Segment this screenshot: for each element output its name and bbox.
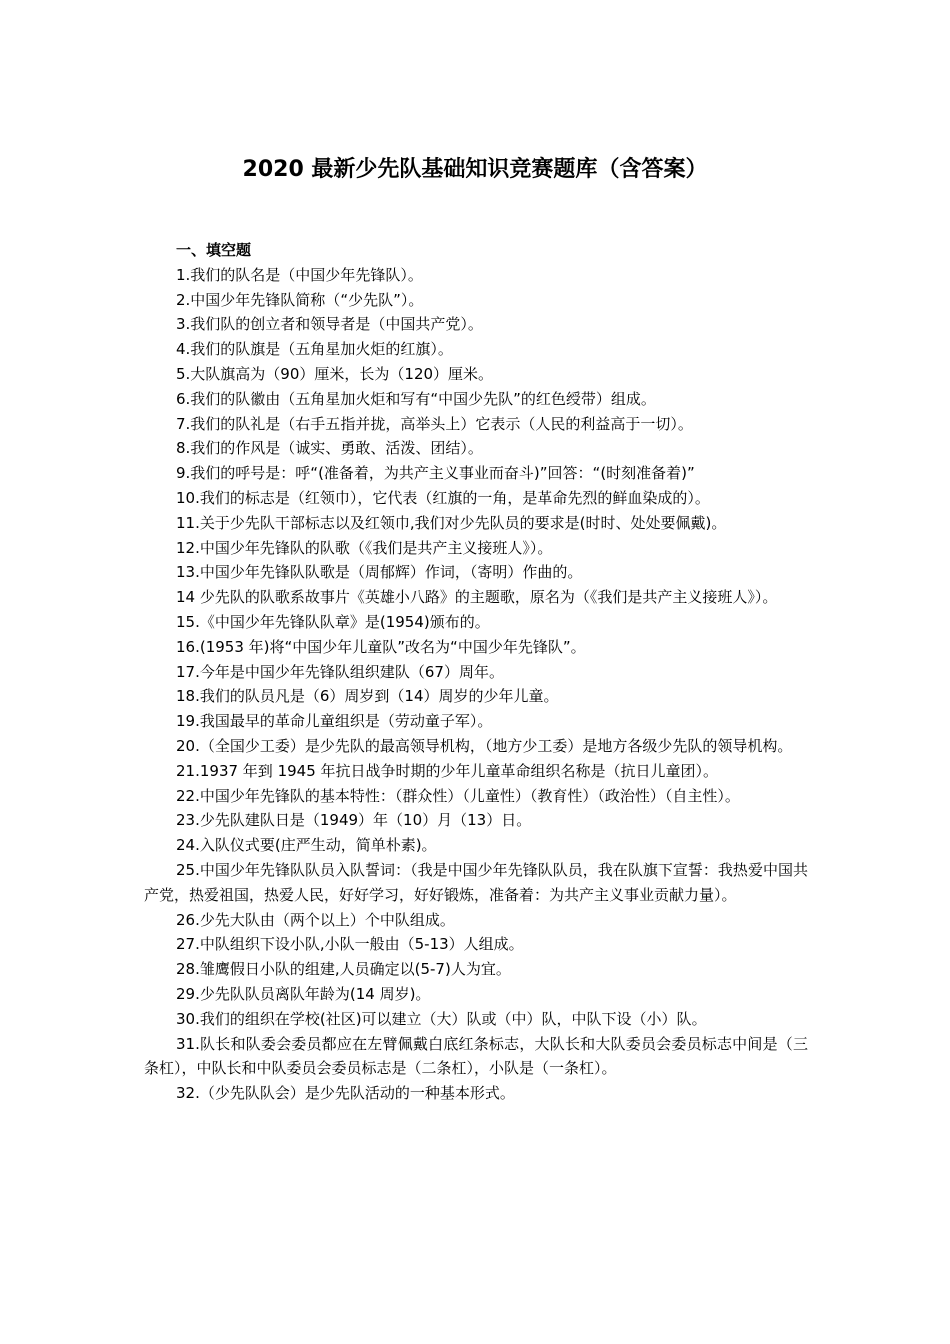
question-item: 28.雏鹰假日小队的组建,人员确定以(5-7)人为宜。 — [176, 960, 511, 979]
question-item: 13.中国少年先锋队队歌是（周郁辉）作词，（寄明）作曲的。 — [176, 563, 583, 582]
question-item: 29.少先队队员离队年龄为(14 周岁)。 — [176, 984, 431, 1003]
question-item: 11.关于少先队干部标志以及红领巾,我们对少先队员的要求是(时时、处处要佩戴)。 — [176, 513, 727, 532]
question-item: 31.队长和队委会委员都应在左臂佩戴白底红条标志，大队长和大队委员会委员标志中间是（三条杠），中队长和中队委员会委员标志是（二条杠），小队是（一条杠）。 — [144, 1034, 808, 1078]
question-item: 19.我国最早的革命儿童组织是（劳动童子军）。 — [176, 712, 493, 731]
question-item: 8.我们的作风是（诚实、勇敢、活泼、团结）。 — [176, 439, 483, 458]
question-item: 4.我们的队旗是（五角星加火炬的红旗）。 — [176, 340, 453, 359]
question-item: 25.中国少年先锋队队员入队誓词：（我是中国少年先锋队队员，我在队旗下宣誓：我热爱中国共产党，热爱祖国，热爱人民，好好学习，好好锻炼，准备着：为共产主义事业贡献力量）。 — [144, 860, 808, 904]
question-item: 12.中国少年先锋队的队歌（《我们是共产主义接班人》）。 — [176, 538, 553, 557]
question-item: 20.（全国少工委）是少先队的最高领导机构，（地方少工委）是地方各级少先队的领导机构。 — [176, 736, 793, 755]
question-item: 30.我们的组织在学校(社区)可以建立（大）队或（中）队，中队下设（小）队。 — [176, 1009, 707, 1028]
question-item: 17.今年是中国少年先锋队组织建队（67）周年。 — [176, 662, 504, 681]
question-item: 21.1937 年到 1945 年抗日战争时期的少年儿童革命组织名称是（抗日儿童团）。 — [176, 761, 719, 780]
question-item: 18.我们的队员凡是（6）周岁到（14）周岁的少年儿童。 — [176, 687, 559, 706]
question-item: 16.(1953 年)将“中国少年儿童队”改名为“中国少年先锋队”。 — [176, 637, 586, 656]
document-title: 2020 最新少先队基础知识竞赛题库（含答案） — [242, 157, 708, 182]
question-item: 6.我们的队徽由（五角星加火炬和写有“中国少先队”的红色绶带）组成。 — [176, 389, 656, 408]
question-item: 7.我们的队礼是（右手五指并拢，高举头上）它表示（人民的利益高于一切）。 — [176, 414, 693, 433]
question-item: 1.我们的队名是（中国少年先锋队）。 — [176, 265, 423, 284]
section-heading: 一、填空题 — [176, 241, 252, 259]
question-item: 23.少先队建队日是（1949）年（10）月（13）日。 — [176, 811, 532, 830]
question-item: 3.我们队的创立者和领导者是（中国共产党）。 — [176, 315, 483, 334]
question-item: 14 少先队的队歌系故事片《英雄小八路》的主题歌，原名为（《我们是共产主义接班人》）。 — [176, 588, 778, 607]
question-item: 32.（少先队队会）是少先队活动的一种基本形式。 — [176, 1084, 515, 1103]
question-item: 9.我们的呼号是：呼“(准备着，为共产主义事业而奋斗)”回答：“(时刻准备着)” — [176, 464, 695, 483]
question-item: 10.我们的标志是（红领巾），它代表（红旗的一角，是革命先烈的鲜血染成的）。 — [176, 488, 710, 507]
question-item: 15.《中国少年先锋队队章》是(1954)颁布的。 — [176, 612, 490, 631]
question-item: 2.中国少年先锋队简称（“少先队”）。 — [176, 290, 424, 309]
question-item: 24.入队仪式要(庄严生动，简单朴素)。 — [176, 836, 437, 855]
question-item: 5.大队旗高为（90）厘米，长为（120）厘米。 — [176, 364, 494, 383]
document-body — [144, 238, 808, 1106]
question-item: 22.中国少年先锋队的基本特性：（群众性）（儿童性）（教育性）（政治性）（自主性）。 — [176, 786, 740, 805]
question-item: 26.少先大队由（两个以上）个中队组成。 — [176, 910, 455, 929]
question-item: 27.中队组织下设小队,小队一般由（5-13）人组成。 — [176, 935, 524, 954]
